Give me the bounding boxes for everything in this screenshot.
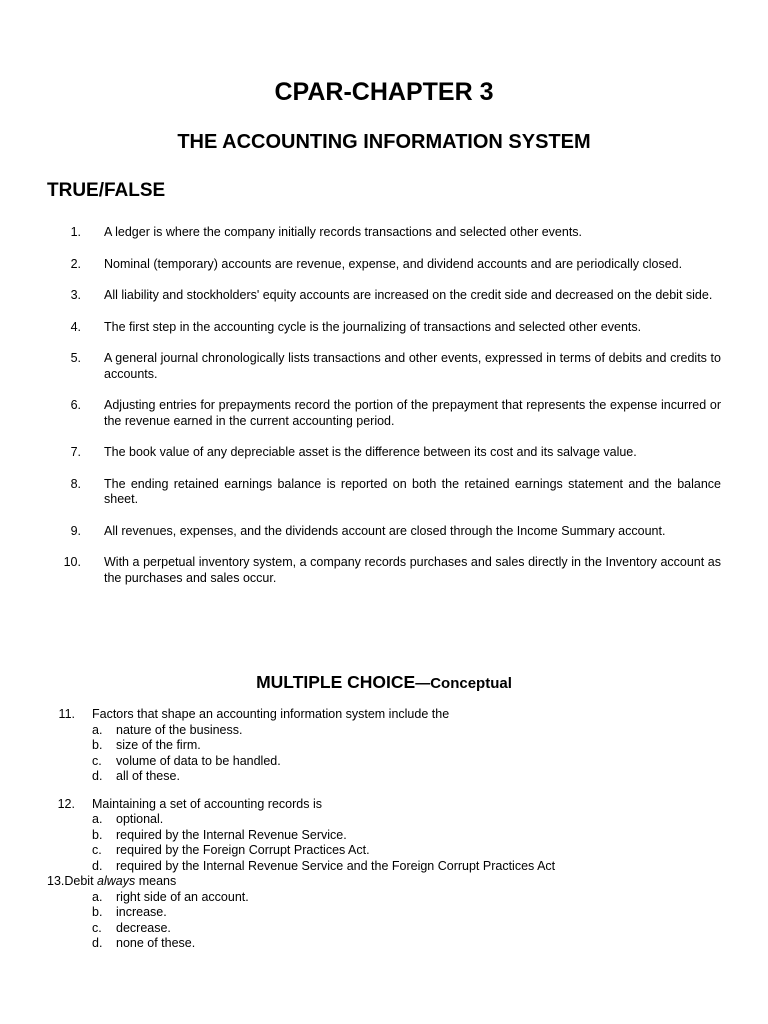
- option-text: none of these.: [116, 936, 196, 950]
- question-text-suffix: means: [135, 874, 177, 888]
- item-number: 10.: [63, 555, 81, 569]
- item-text: All liability and stockholders' equity accounts are increased on the credit side and decreased on the debit side.: [104, 288, 713, 302]
- option-letter: a.: [92, 722, 103, 737]
- multiple-choice-heading-sub: —Conceptual: [415, 675, 512, 692]
- question-stem: [0, 874, 768, 890]
- option-letter: d.: [92, 858, 103, 873]
- item-number: 3.: [70, 288, 81, 302]
- item-number: 7.: [70, 445, 81, 459]
- question-12: [0, 797, 768, 875]
- multiple-choice-heading: [0, 671, 768, 693]
- answer-option: [0, 769, 768, 785]
- question-11: [0, 707, 768, 785]
- option-text: volume of data to be handled.: [116, 753, 281, 768]
- question-text: Maintaining a set of accounting records is: [92, 796, 322, 811]
- true-false-item: [0, 555, 768, 586]
- item-number: 4.: [70, 319, 81, 334]
- question-stem: [0, 707, 768, 723]
- item-text: The ending retained earnings balance is reported on both the retained earnings statement and the balance sheet.: [104, 476, 721, 506]
- option-letter: c.: [92, 753, 102, 768]
- option-text: all of these.: [116, 769, 180, 783]
- option-text: required by the Foreign Corrupt Practices Act.: [116, 843, 370, 857]
- question-13: [0, 874, 768, 952]
- page-title: CPAR-CHAPTER 3: [274, 78, 494, 106]
- option-letter: d.: [92, 769, 103, 783]
- item-number: 2.: [70, 256, 81, 271]
- true-false-item: [0, 225, 768, 241]
- true-false-item: [0, 288, 768, 304]
- multiple-choice-list: [0, 707, 768, 952]
- item-text: With a perpetual inventory system, a company records purchases and sales directly in the Inventory account as the purchases and sales occur.: [104, 555, 721, 585]
- option-text: right side of an account.: [116, 889, 249, 904]
- option-text: required by the Internal Revenue Service.: [116, 827, 347, 842]
- option-letter: a.: [92, 889, 103, 904]
- option-letter: b.: [92, 738, 103, 752]
- option-letter: b.: [92, 905, 103, 919]
- option-letter: c.: [92, 920, 102, 935]
- question-stem: [0, 797, 768, 813]
- answer-option: [0, 921, 768, 937]
- question-number: 12.: [57, 796, 75, 811]
- item-number: 1.: [70, 225, 81, 239]
- option-letter: d.: [92, 936, 103, 950]
- true-false-item: [0, 477, 768, 508]
- option-text: increase.: [116, 905, 167, 919]
- question-options: [0, 890, 768, 952]
- question-text: Factors that shape an accounting information system include the: [92, 707, 450, 721]
- item-text: A ledger is where the company initially records transactions and selected other events.: [104, 225, 583, 239]
- question-text-emphasis: always: [97, 874, 136, 888]
- true-false-heading: TRUE/FALSE: [47, 180, 166, 201]
- answer-option: [0, 812, 768, 828]
- answer-option: [0, 828, 768, 844]
- item-text: Adjusting entries for prepayments record the portion of the prepayment that represents the expense incurred or the revenue earned in the current accounting period.: [104, 398, 721, 428]
- option-text: optional.: [116, 812, 164, 826]
- option-letter: b.: [92, 827, 103, 842]
- option-letter: a.: [92, 812, 103, 826]
- true-false-item: [0, 257, 768, 273]
- true-false-item: [0, 351, 768, 382]
- item-text: The first step in the accounting cycle is the journalizing of transactions and selected other events.: [104, 319, 642, 334]
- multiple-choice-heading-main: MULTIPLE CHOICE: [256, 672, 416, 692]
- answer-option: [0, 936, 768, 952]
- question-text-prefix: 13.Debit: [47, 874, 98, 888]
- answer-option: [0, 905, 768, 921]
- option-text: decrease.: [116, 920, 171, 935]
- true-false-item: [0, 445, 768, 461]
- option-letter: c.: [92, 843, 102, 857]
- option-text: size of the firm.: [116, 738, 201, 752]
- true-false-item: [0, 524, 768, 540]
- answer-option: [0, 754, 768, 770]
- item-text: Nominal (temporary) accounts are revenue, expense, and dividend accounts and are periodically closed.: [104, 256, 683, 271]
- answer-option: [0, 843, 768, 859]
- option-text: required by the Internal Revenue Service and the Foreign Corrupt Practices Act: [116, 858, 556, 873]
- item-number: 6.: [70, 398, 81, 412]
- answer-option: [0, 859, 768, 875]
- question-options: [0, 812, 768, 874]
- item-number: 5.: [70, 351, 81, 365]
- answer-option: [0, 723, 768, 739]
- question-options: [0, 723, 768, 785]
- answer-option: [0, 890, 768, 906]
- item-number: 9.: [70, 523, 81, 538]
- item-text: A general journal chronologically lists transactions and other events, expressed in terms of debits and credits to accounts.: [104, 351, 721, 381]
- answer-option: [0, 738, 768, 754]
- true-false-item: [0, 398, 768, 429]
- true-false-item: [0, 320, 768, 336]
- item-text: All revenues, expenses, and the dividends account are closed through the Income Summary account.: [104, 523, 666, 538]
- question-number: 11.: [58, 707, 75, 721]
- true-false-list: [0, 225, 768, 602]
- option-text: nature of the business.: [116, 722, 243, 737]
- item-number: 8.: [70, 476, 81, 491]
- page-subtitle: THE ACCOUNTING INFORMATION SYSTEM: [177, 131, 591, 153]
- item-text: The book value of any depreciable asset is the difference between its cost and its salvage value.: [104, 445, 637, 459]
